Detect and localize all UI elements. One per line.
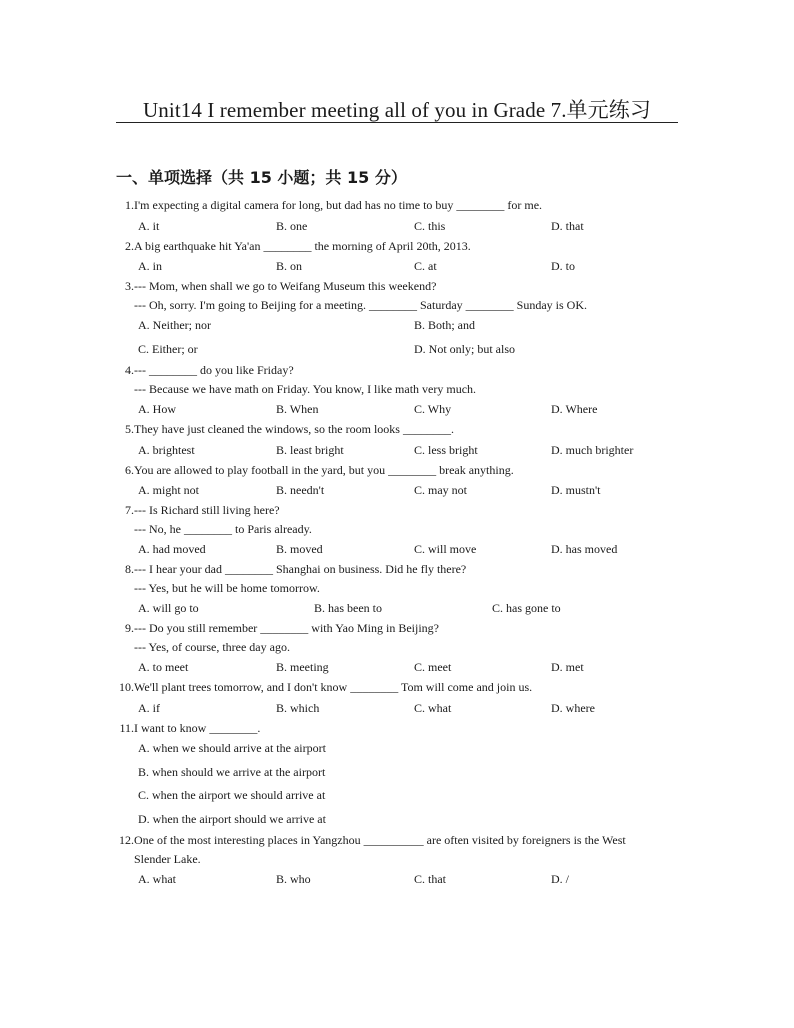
option-row (116, 314, 686, 338)
section-heading: 一、单项选择（共 15 小题；共 15 分） (116, 168, 407, 187)
answer-option: A. in (138, 259, 162, 273)
answer-option: C. meet (414, 660, 452, 674)
question-stem-line (116, 520, 686, 539)
answer-option: A. might not (138, 483, 200, 497)
question-stem-line (116, 831, 686, 850)
answer-option: C. Why (414, 402, 452, 416)
question-item (116, 461, 686, 502)
question-stem-line (116, 361, 686, 380)
question-stem-line (116, 719, 686, 738)
question-item (116, 560, 686, 619)
question-item (116, 196, 686, 237)
answer-option: B. when should we arrive at the airport (138, 764, 326, 779)
option-row (116, 697, 686, 719)
question-text: I'm expecting a digital camera for long, but dad has no time to buy ________ for me. (134, 198, 543, 212)
answer-option: B. When (276, 402, 319, 416)
question-number: 9. (125, 621, 134, 635)
answer-option: C. this (414, 218, 446, 233)
answer-option: C. when the airport we should arrive at (138, 788, 326, 802)
answer-option: A. How (138, 402, 176, 416)
answer-option: A. had moved (138, 542, 206, 556)
question-item (116, 361, 686, 420)
question-text: --- No, he ________ to Paris already. (134, 521, 312, 536)
question-item (116, 831, 686, 890)
answer-option: B. has been to (314, 601, 382, 615)
question-text: --- Oh, sorry. I'm going to Beijing for a meeting. ________ Saturday ________ Sunday is OK. (134, 297, 587, 312)
answer-option: A. if (138, 700, 160, 715)
question-item (116, 501, 686, 560)
answer-option: C. at (414, 259, 437, 273)
question-stem-line (116, 850, 686, 869)
question-stem-line (116, 420, 686, 439)
answer-option: A. will go to (138, 601, 199, 615)
answer-option: D. much brighter (551, 442, 634, 457)
question-text: --- Yes, but he will be home tomorrow. (134, 580, 320, 595)
answer-option: D. met (551, 660, 584, 674)
question-text: --- Yes, of course, three day ago. (134, 639, 290, 654)
option-row (116, 479, 686, 501)
answer-option: B. moved (276, 542, 323, 556)
question-item (116, 237, 686, 278)
question-text: They have just cleaned the windows, so the room looks ________. (134, 422, 454, 436)
question-stem-line (116, 277, 686, 296)
answer-option: B. Both; and (414, 318, 476, 332)
answer-option: C. what (414, 700, 452, 715)
question-stem-line (116, 461, 686, 480)
question-number: 2. (125, 238, 134, 253)
answer-option: A. to meet (138, 660, 189, 674)
answer-option: A. it (138, 218, 160, 233)
question-stem-line (116, 638, 686, 657)
question-text: --- Is Richard still living here? (134, 503, 280, 517)
answer-option: C. will move (414, 542, 477, 556)
title-underline (116, 122, 678, 123)
answer-option: C. may not (414, 483, 467, 497)
question-text: I want to know ________. (134, 720, 261, 735)
question-text: Slender Lake. (134, 851, 201, 866)
option-row (116, 398, 686, 420)
option-row (116, 439, 686, 461)
question-text: --- Do you still remember ________ with Yao Ming in Beijing? (134, 621, 439, 635)
answer-option: D. mustn't (551, 483, 601, 497)
question-item (116, 719, 686, 832)
question-stem-line (116, 579, 686, 598)
answer-option: D. Not only; but also (414, 341, 515, 356)
question-stem-line (116, 501, 686, 520)
question-stem-line (116, 237, 686, 256)
question-text: A big earthquake hit Ya'an ________ the morning of April 20th, 2013. (134, 238, 471, 253)
option-row (116, 538, 686, 560)
question-number: 10. (119, 680, 134, 694)
question-stem-line (116, 678, 686, 697)
answer-option: A. when we should arrive at the airport (138, 741, 326, 755)
question-item (116, 619, 686, 678)
question-stem-line (116, 619, 686, 638)
answer-option: D. to (551, 259, 575, 273)
question-stem-line (116, 196, 686, 215)
answer-option: D. has moved (551, 542, 618, 556)
answer-option: B. on (276, 259, 303, 273)
page-title: Unit14 I remember meeting all of you in Grade 7.单元练习 (143, 98, 651, 122)
answer-option: C. Either; or (138, 341, 198, 356)
answer-option: C. that (414, 872, 446, 886)
question-list (116, 196, 686, 890)
question-text: --- ________ do you like Friday? (134, 363, 294, 377)
answer-option: B. meeting (276, 660, 329, 674)
answer-option: C. less bright (414, 442, 478, 457)
question-stem-line (116, 560, 686, 579)
question-stem-line (116, 380, 686, 399)
question-number: 3. (125, 279, 134, 293)
question-number: 5. (125, 422, 134, 436)
question-number: 6. (125, 462, 134, 477)
option-row (116, 784, 686, 808)
answer-option: A. brightest (138, 442, 195, 457)
question-text: One of the most interesting places in Yangzhou __________ are often visited by foreigners is the West (134, 833, 626, 847)
question-text: --- Mom, when shall we go to Weifang Museum this weekend? (134, 279, 437, 293)
answer-option: B. needn't (276, 483, 325, 497)
option-row (116, 255, 686, 277)
question-text: You are allowed to play football in the yard, but you ________ break anything. (134, 462, 514, 477)
answer-option: A. what (138, 872, 176, 886)
answer-option: B. one (276, 218, 308, 233)
option-row (116, 338, 686, 362)
option-row (116, 761, 686, 785)
answer-option: D. Where (551, 402, 598, 416)
answer-option: B. least bright (276, 442, 344, 457)
question-number: 11. (119, 720, 134, 735)
option-row (116, 597, 686, 619)
question-number: 12. (119, 833, 134, 847)
answer-option: D. / (551, 872, 569, 886)
question-text: --- Because we have math on Friday. You know, I like math very much. (134, 381, 477, 396)
question-number: 4. (125, 363, 134, 377)
answer-option: B. which (276, 700, 320, 715)
option-row (116, 215, 686, 237)
question-item (116, 420, 686, 461)
option-row (116, 808, 686, 832)
question-text: We'll plant trees tomorrow, and I don't know ________ Tom will come and join us. (134, 680, 533, 694)
question-number: 1. (125, 198, 134, 212)
question-stem-line (116, 296, 686, 315)
option-row (116, 868, 686, 890)
question-item (116, 678, 686, 719)
option-row (116, 656, 686, 678)
question-number: 7. (125, 503, 134, 517)
answer-option: B. who (276, 872, 311, 886)
answer-option: A. Neither; nor (138, 318, 211, 332)
question-text: --- I hear your dad ________ Shanghai on business. Did he fly there? (134, 562, 467, 576)
answer-option: D. when the airport should we arrive at (138, 811, 326, 826)
answer-option: D. that (551, 218, 584, 233)
question-item (116, 277, 686, 361)
question-number: 8. (125, 562, 134, 576)
answer-option: D. where (551, 700, 595, 715)
option-row (116, 737, 686, 761)
answer-option: C. has gone to (492, 601, 561, 615)
